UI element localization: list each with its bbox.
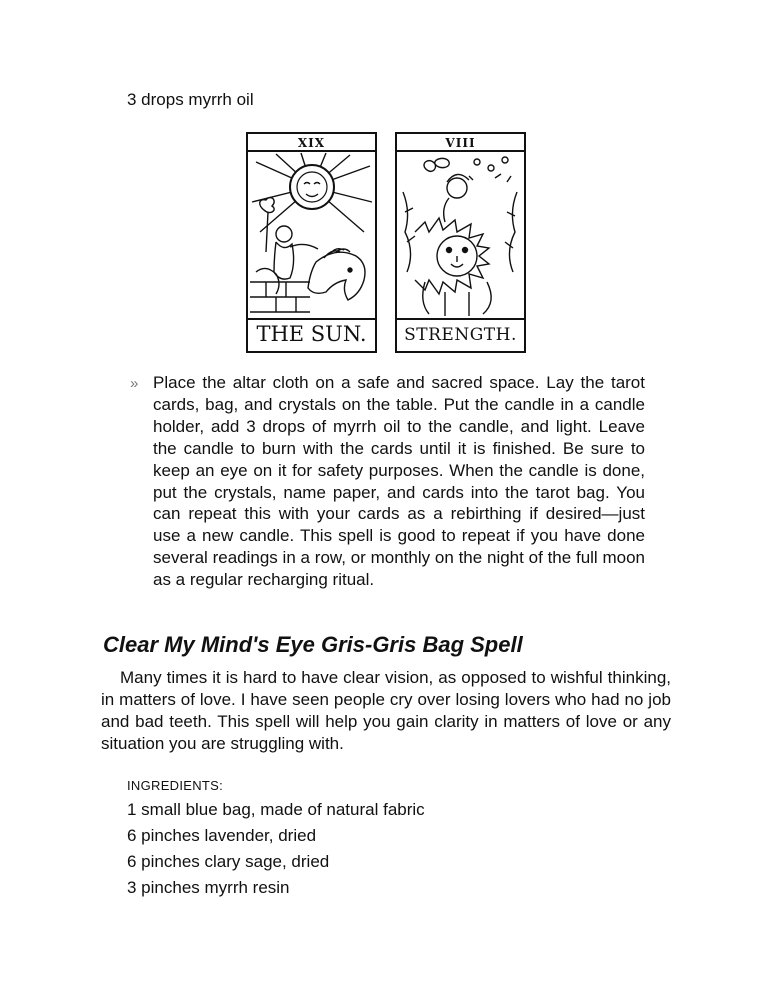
- intro-paragraph: Many times it is hard to have clear vision, as opposed to wishful thinking, in matters of love. I have seen people cry over losing lovers who had no job and bad teeth. This spell will help you gain clarity in matters of love or any situation you are struggling with.: [101, 668, 671, 753]
- list-item: 6 pinches clary sage, dried: [127, 852, 330, 871]
- strength-card-title: STRENGTH.: [404, 325, 517, 345]
- strength-tarot-card: [395, 132, 526, 353]
- sun-card-numeral: XIX: [297, 136, 326, 150]
- ingredient-list: [127, 797, 425, 901]
- strength-card-numeral: VIII: [445, 136, 476, 150]
- sun-tarot-card: [246, 132, 377, 353]
- strength-tarot-card-illustration: [395, 132, 526, 353]
- sun-tarot-card-illustration: [246, 132, 377, 353]
- tarot-card-illustrations: [246, 132, 530, 356]
- instruction-paragraph: Place the altar cloth on a safe and sacred space. Lay the tarot cards, bag, and crystals on the table. Put the candle in a candle holder, add 3 drops of myrrh oil to the candle, and light. Leave the candle to burn with the cards until it is finished. Be sure to keep an eye on it for safety purposes. When the candle is done, put the crystals, name paper, and cards into the tarot bag. You can repeat this with your cards as a rebirthing if desired—just use a new candle. This spell is good to repeat if you have done several readings in a row, or monthly on the night of the full moon as a regular recharging ritual.: [153, 373, 645, 590]
- list-item: 3 pinches myrrh resin: [127, 878, 290, 897]
- section-heading: Clear My Mind's Eye Gris-Gris Bag Spell: [103, 632, 523, 657]
- ingredients-label: INGREDIENTS:: [127, 778, 224, 793]
- list-item: 1 small blue bag, made of natural fabric: [127, 800, 425, 819]
- sun-card-title: THE SUN.: [256, 322, 367, 346]
- list-item: 6 pinches lavender, dried: [127, 826, 317, 845]
- ingredient-myrrh-oil: 3 drops myrrh oil: [127, 90, 254, 109]
- bullet-arrow-icon: »: [130, 375, 139, 392]
